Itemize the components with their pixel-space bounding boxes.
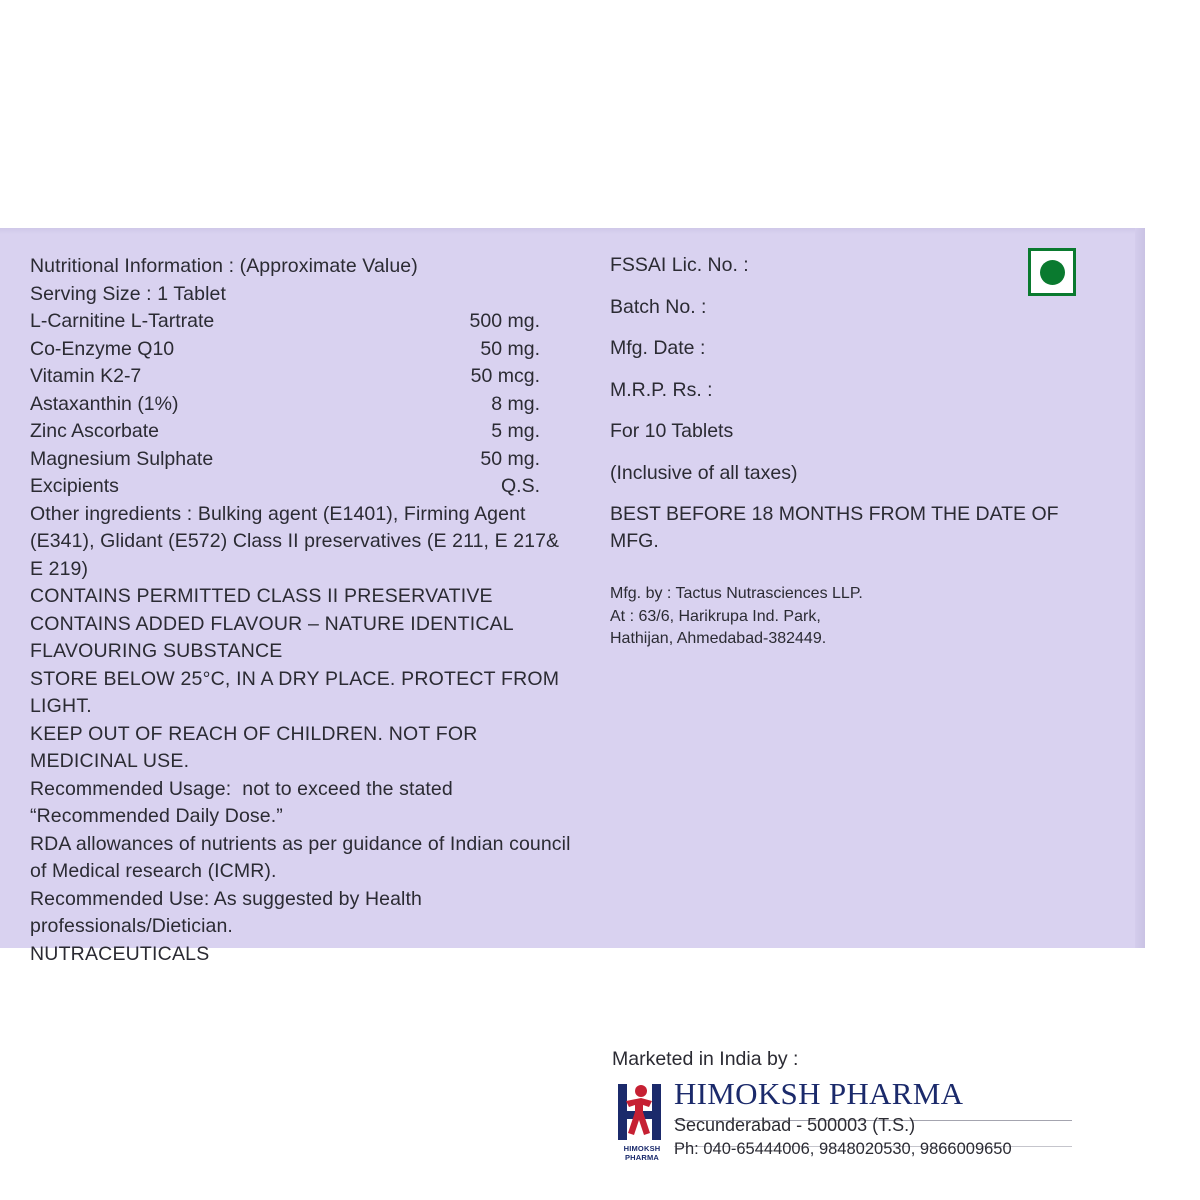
marketer-title: Marketed in India by : [612,1048,799,1070]
batch-number: Batch No. : [610,295,707,318]
nutrient-row [30,473,575,501]
nutrient-name: Co-Enzyme Q10 [30,337,175,360]
fssai-license: FSSAI Lic. No. : [610,254,749,276]
regulatory-column [610,252,1080,651]
brand-address: Secunderabad - 500003 (T.S.) [674,1115,916,1135]
nutrient-table [30,308,575,501]
taxes-note: (Inclusive of all taxes) [610,461,798,484]
manufacturer-address-1: At : 63/6, Harikrupa Ind. Park, [610,607,821,625]
manufacturer-name: Mfg. by : Tactus Nutrasciences LLP. [610,585,863,602]
nutrient-row [30,446,575,474]
nutrient-value: Q.S. [500,475,540,497]
storage-instructions: STORE BELOW 25°C, IN A DRY PLACE. PROTECT FROM LIGHT. [30,667,565,717]
brand-name: HIMOKSH PHARMA [674,1076,964,1111]
nutrient-value: 50 mg. [480,337,540,360]
panel-top-edge [0,228,1145,234]
nutrient-row [30,308,575,336]
himoksh-logo-icon [612,1078,672,1162]
rda-note: RDA allowances of nutrients as per guidance of Indian council of Medical research (ICMR). [30,832,577,882]
nutrient-value: 500 mg. [469,310,540,332]
nutrient-name: Astaxanthin (1%) [30,392,179,415]
serving-size: Serving Size : 1 Tablet [30,282,226,305]
other-ingredients: Other ingredients : Bulking agent (E1401), Firming Agent (E341), Glidant (E572) Class II preservatives (E 211, E 217& E 219) [30,502,565,580]
nutrient-value: 50 mg. [480,447,540,470]
carton-label-panel [0,228,1145,1162]
recommended-usage: Recommended Usage: not to exceed the stated “Recommended Daily Dose.” [30,777,459,827]
pack-size: For 10 Tablets [610,420,734,442]
nutrient-name: L-Carnitine L-Tartrate [30,310,215,332]
logo-caption: HIMOKSH PHARMA [623,1144,661,1162]
best-before: BEST BEFORE 18 MONTHS FROM THE DATE OF MFG. [610,503,1059,552]
nutrient-name: Magnesium Sulphate [30,447,214,470]
nutrition-column [30,253,575,968]
nutrition-heading: Nutritional Information : (Approximate Value) [30,255,418,277]
brand-text-block [674,1076,1074,1161]
nutrient-row [30,336,575,364]
marketer-block [612,1046,1082,1176]
nutrient-row [30,418,575,446]
children-warning: KEEP OUT OF REACH OF CHILDREN. NOT FOR MEDICINAL USE. [30,722,484,772]
nutrient-name: Zinc Ascorbate [30,420,159,442]
manufacturer-block [610,583,1080,651]
brand-row [612,1076,1082,1176]
nutrient-name: Vitamin K2-7 [30,365,142,387]
nutrient-value: 5 mg. [491,420,540,442]
preservative-notice: CONTAINS PERMITTED CLASS II PRESERVATIVE [30,585,493,607]
nutrient-row [30,391,575,419]
vegetarian-dot [1040,260,1065,285]
manufacturer-address-2: Hathijan, Ahmedabad-382449. [610,630,827,647]
flavour-notice: CONTAINS ADDED FLAVOUR – NATURE IDENTICAL FLAVOURING SUBSTANCE [30,612,519,662]
nutrient-name: Excipients [30,475,119,497]
recommended-use: Recommended Use: As suggested by Health professionals/Dietician. [30,887,428,937]
nutrient-row [30,363,575,391]
vegetarian-mark-icon [1028,248,1076,296]
nutrient-value: 8 mg. [491,392,540,415]
panel-right-edge [1135,228,1145,948]
mrp: M.R.P. Rs. : [610,378,713,401]
product-category: NUTRACEUTICALS [30,942,210,965]
brand-phone: Ph: 040-65444006, 9848020530, 9866009650 [674,1140,1012,1158]
nutrient-value: 50 mcg. [470,365,540,387]
mfg-date: Mfg. Date : [610,337,706,359]
